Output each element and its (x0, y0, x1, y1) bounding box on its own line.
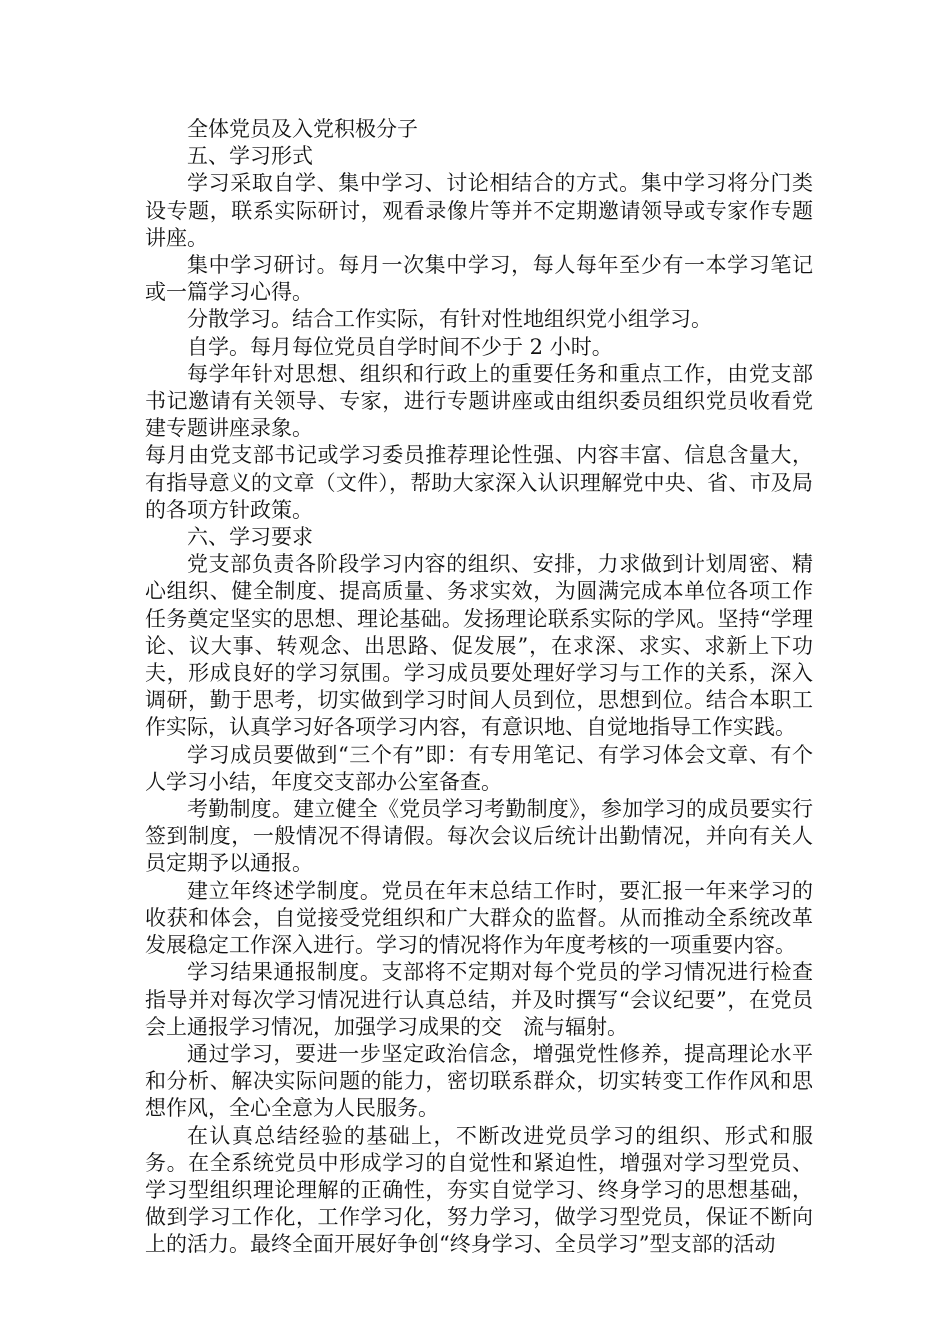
paragraph-self-study: 自学。每月每位党员自学时间不少于 2 小时。 (187, 334, 613, 359)
paragraph-conclusion: 在认真总结经验的基础上，不断改进党员学习的组织、形式和服务。在全系统党员中形成学习的自觉性和紧迫性，增强对学习型党员、学习型组织理论理解的正确性，夯实自觉学习、终身学习的思想基础，做到学习工作化，工作学习化，努力学习，做学习型党员，保证不断向上的活力。最终全面开展好争创“终身学习、全员学习”型支部的活动 (145, 1123, 813, 1257)
paragraph-study-method: 学习采取自学、集中学习、讨论相结合的方式。集中学习将分门类设专题，联系实际研讨，观看录像片等并不定期邀请领导或专家作专题讲座。 (145, 171, 813, 250)
paragraph-group-study: 集中学习研讨。每月一次集中学习，每人每年至少有一本学习笔记或一篇学习心得。 (145, 253, 813, 305)
section-heading-study-form: 五、学习形式 (187, 144, 313, 169)
paragraph-study-goals: 通过学习，要进一步坚定政治信念，增强党性修养，提高理论水平和分析、解决实际问题的能力，密切联系群众，切实转变工作作风和思想作风，全心全意为人民服务。 (145, 1041, 813, 1121)
paragraph-audience: 全体党员及入党积极分子 (187, 117, 418, 141)
paragraph-three-haves: 学习成员要做到“三个有”即：有专用笔记、有学习体会文章、有个人学习小结，年度交支部办公室备查。 (145, 742, 813, 794)
paragraph-year-end-report: 建立年终述学制度。党员在年末总结工作时，要汇报一年来学习的收获和体会，自觉接受党组织和广大群众的监督。从而推动全系统改革发展稳定工作深入进行。学习的情况将作为年度考核的一项重要内容。 (145, 878, 813, 958)
document-body (145, 116, 813, 1259)
paragraph-branch-responsibility: 党支部负责各阶段学习内容的组织、安排，力求做到计划周密、精心组织、健全制度、提高质量、务求实效，为圆满完成本单位各项工作任务奠定坚实的思想、理论基础。发扬理论联系实际的学风。坚持“学理论、议大事、转观念、出思路、促发展”，在求深、求实、求新上下功夫，形成良好的学习氛围。学习成员要处理好学习与工作的关系，深入调研，勤于思考，切实做到学习时间人员到位，思想到位。结合本职工作实际，认真学习好各项学习内容，有意识地、自觉地指导工作实践。 (145, 552, 813, 740)
section-heading-study-requirements: 六、学习要求 (187, 525, 313, 550)
paragraph-result-notification: 学习结果通报制度。支部将不定期对每个党员的学习情况进行检查指导并对每次学习情况进行认真总结，并及时撰写“会议纪要”，在党员会上通报学习情况，加强学习成果的交 流与辐射。 (145, 960, 813, 1039)
paragraph-monthly-articles: 每月由党支部书记或学习委员推荐理论性强、内容丰富、信息含量大，有指导意义的文章（文件），帮助大家深入认识理解党中央、省、市及局的各项方针政策。 (145, 443, 813, 522)
paragraph-attendance: 考勤制度。建立健全《党员学习考勤制度》，参加学习的成员要实行签到制度，一般情况不得请假。每次会议后统计出勤情况，并向有关人员定期予以通报。 (145, 797, 813, 876)
paragraph-scattered-study: 分散学习。结合工作实际，有针对性地组织党小组学习。 (187, 307, 712, 332)
paragraph-lectures: 每学年针对思想、组织和行政上的重要任务和重点工作，由党支部书记邀请有关领导、专家，进行专题讲座或由组织委员组织党员收看党建专题讲座录象。 (145, 361, 813, 441)
